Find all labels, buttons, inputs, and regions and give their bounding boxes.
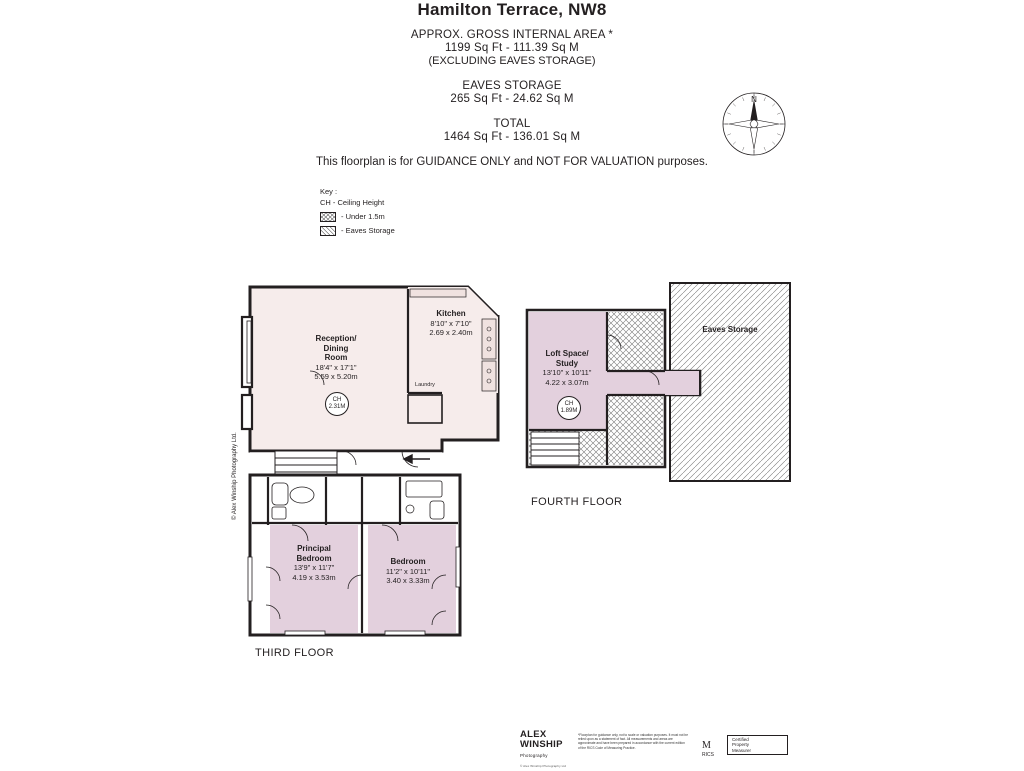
- loft-name-line1: Loft Space/: [525, 349, 609, 359]
- rics-logo-icon: [700, 736, 722, 763]
- principal-bedroom-dim-ft: 13'9" x 11'7": [268, 563, 360, 573]
- legend-ceiling-height: CH - Ceiling Height: [320, 197, 395, 208]
- approx-area-note: (EXCLUDING EAVES STORAGE): [0, 55, 1024, 67]
- room-label-bedroom: [363, 557, 453, 586]
- fourth-floor-label: FOURTH FLOOR: [531, 496, 622, 508]
- legend-row-eaves: [320, 225, 395, 236]
- compass-icon: [719, 89, 789, 159]
- reception-ceiling-height-badge: [325, 392, 349, 416]
- eaves-storage-name: Eaves Storage: [678, 325, 782, 335]
- principal-bedroom-name-line1: Principal: [268, 544, 360, 554]
- laundry-name: Laundry: [415, 382, 435, 388]
- total-area-value: 1464 Sq Ft - 136.01 Sq M: [0, 131, 1024, 143]
- bedroom-name: Bedroom: [363, 557, 453, 567]
- loft-ceiling-height-badge: [557, 396, 581, 420]
- approx-area-label: APPROX. GROSS INTERNAL AREA *: [0, 29, 1024, 41]
- cert-line1: Certified: [732, 737, 751, 743]
- under-hatch-swatch-icon: [320, 212, 336, 222]
- logo-line1: ALEX: [520, 729, 547, 740]
- footer-disclaimer: *Floorplan for guidance only, not to scale or valuation purposes. It must not be relied upon as a statement of fact. All measurements and areas are approximate and have been prepared in accordance with the current edition of the RICS Code of Measuring Practice.: [578, 733, 688, 750]
- eaves-area-value: 265 Sq Ft - 24.62 Sq M: [0, 93, 1024, 105]
- logo-copyright: © Alex Winship Photography Ltd: [520, 762, 566, 771]
- room-label-laundry: [404, 382, 446, 389]
- room-label-reception: [288, 334, 384, 382]
- legend-eaves-label: - Eaves Storage: [341, 225, 395, 236]
- total-area-label: TOTAL: [0, 118, 1024, 130]
- room-label-kitchen: [405, 309, 497, 338]
- room-label-loft: [525, 349, 609, 387]
- loft-dim-m: 4.22 x 3.07m: [525, 378, 609, 388]
- bedroom-dim-ft: 11'2" x 10'11": [363, 567, 453, 577]
- reception-ch-value: 2.31M: [329, 404, 346, 412]
- cert-line3: Measurer: [732, 748, 751, 754]
- company-logo: [520, 730, 566, 771]
- legend-row-under: [320, 211, 395, 222]
- third-floor-label: THIRD FLOOR: [255, 647, 334, 659]
- compass-north-label: N: [751, 95, 757, 104]
- logo-subtitle: Photography: [520, 751, 566, 761]
- cert-line2: Property: [732, 742, 751, 748]
- legend-under-label: - Under 1.5m: [341, 211, 385, 222]
- reception-name-line3: Room: [288, 353, 384, 363]
- kitchen-dim-ft: 8'10" x 7'10": [405, 319, 497, 329]
- certified-property-measurer-badge: [727, 735, 788, 755]
- loft-dim-ft: 13'10" x 10'11": [525, 368, 609, 378]
- eaves-hatch-swatch-icon: [320, 226, 336, 236]
- reception-dim-ft: 18'4" x 17'1": [288, 363, 384, 373]
- legend-title: Key :: [320, 186, 395, 197]
- room-label-eaves-storage: [678, 325, 782, 335]
- reception-name-line1: Reception/: [288, 334, 384, 344]
- approx-area-value: 1199 Sq Ft - 111.39 Sq M: [0, 42, 1024, 54]
- reception-dim-m: 5.59 x 5.20m: [288, 372, 384, 382]
- principal-bedroom-name-line2: Bedroom: [268, 554, 360, 564]
- reception-name-line2: Dining: [288, 344, 384, 354]
- kitchen-dim-m: 2.69 x 2.40m: [405, 328, 497, 338]
- room-label-principal-bedroom: [268, 544, 360, 582]
- loft-name-line2: Study: [525, 359, 609, 369]
- page-title: Hamilton Terrace, NW8: [0, 0, 1024, 20]
- reception-ch-label: CH: [333, 397, 342, 405]
- legend: [320, 186, 395, 236]
- bedroom-dim-m: 3.40 x 3.33m: [363, 576, 453, 586]
- kitchen-name: Kitchen: [405, 309, 497, 319]
- eaves-area-label: EAVES STORAGE: [0, 80, 1024, 92]
- copyright-notice: © Alex Winship Photography Ltd.: [232, 432, 238, 520]
- loft-ch-label: CH: [565, 401, 574, 409]
- logo-line2: WINSHIP: [520, 739, 563, 750]
- loft-ch-value: 1.89M: [561, 408, 578, 416]
- svg-text:RICS: RICS: [702, 752, 715, 758]
- svg-text:M: M: [702, 740, 711, 751]
- guidance-note: This floorplan is for GUIDANCE ONLY and NOT FOR VALUATION purposes.: [0, 156, 1024, 168]
- principal-bedroom-dim-m: 4.19 x 3.53m: [268, 573, 360, 583]
